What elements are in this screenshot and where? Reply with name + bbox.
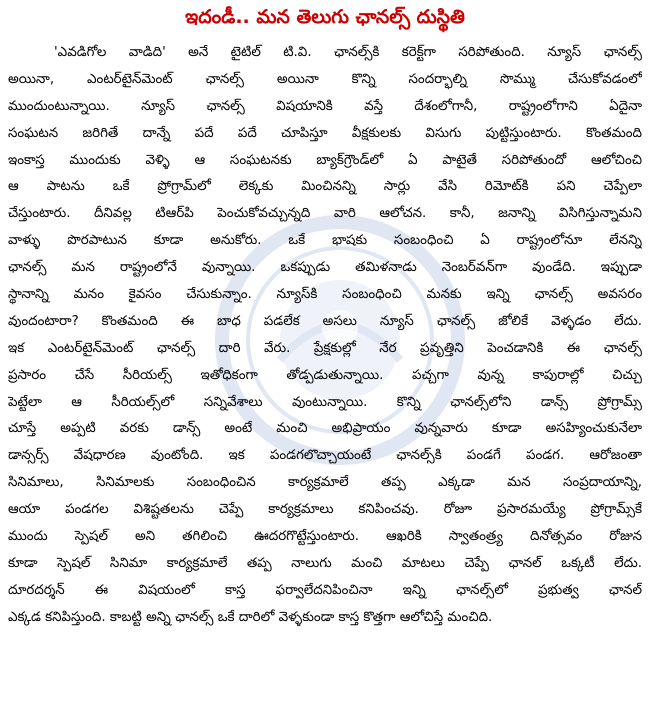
body-line: చేస్తుంటారు. దీనివల్ల టిఆర్‌పి పెంచుకోవచ్చున్నది వారి ఆలోచన. కానీ, జనాన్ని విసిగిస్తున్నామని [8, 206, 642, 222]
body-line: ప్రసారం చేసే సీరియల్స్ ఇతోధికంగా తోడ్పడుతున్నాయి. పచ్చగా వున్న కాపురాల్లో చిచ్చు [8, 367, 642, 383]
body-line: సంఘటన జరిగితే దాన్నే పదే పదే చూపిస్తూ వీక్షకులకు విసుగు పుట్టిస్తుంటారు. కొంతమంది [8, 125, 642, 141]
body-line: ఎక్కడ కనిపిస్తుంది. కాబట్టి అన్ని ఛానల్స్ ఒకే దారిలో వెళ్ళకుండా కాస్త కొత్తగా ఆలోచిస్తే మంచిది. [8, 609, 493, 625]
body-line: ఆయా పండగల విశిష్టతలను చెప్పే కార్యక్రమాలు కనిపించవు. రోజూ ప్రసారమయ్యే ప్రోగ్రామ్స్‌కే [8, 502, 642, 518]
body-line: దూరదర్శన్ ఈ విషయంలో కాస్త ఫర్వాలేదనిపించినా ఇన్ని ఛానల్స్‌లో ప్రభుత్వ ఛానల్ [8, 582, 642, 598]
body-line: ఇంకాస్త ముందుకు వెళ్ళి ఆ సంఘటనకు బ్యాక్‌గ్రౌండ్‌లో ఏ పాటైతే సరిపోతుందో ఆలోచించి [8, 152, 642, 168]
body-line: చూస్తే అప్పటి వరకు డాన్స్ అంటే మంచి అభిప్రాయం వున్నవారు కూడా అసహ్యించుకునేలా [8, 421, 642, 437]
body-line: ఆ పాటను ఒకే ప్రోగ్రామ్‌లో లెక్కకు మించినన్ని సార్లు వేసి రిమోట్‌కి పని చెప్పేలా [8, 179, 642, 195]
body-line: పెట్టేలా ఆ సీరియల్స్‌లో సన్నివేశాలు వుంటున్నాయి. కొన్ని ఛానల్స్‌లోని డాన్స్ ప్రోగ్రామ్స్ [8, 394, 642, 410]
body-line: ముందుంటున్నాయి. న్యూస్ ఛానల్స్ విషయానికి వస్తే దేశంలోగానీ, రాష్ట్రంలోగాని ఏదైనా [8, 98, 642, 114]
body-line: 'ఎవడిగోల వాడిది' అనే టైటిల్ టి.వి. ఛానల్స్‌కి కరెక్ట్‌గా సరిపోతుంది. న్యూస్ ఛానల్స్ [54, 45, 642, 60]
body-line: వుందంటారా? కొంతమంది ఈ బాధ పడలేక అసలు న్యూస్ ఛానల్స్ జోలికే వెళ్ళడం లేదు. [8, 313, 642, 329]
body-line: ఛానల్స్ మన రాష్ట్రంలోనే వున్నాయి. ఒకప్పుడు తమిళనాడు నెంబర్‌వన్‌గా వుండేది. ఇప్పుడా [8, 260, 642, 276]
body-line: వాళ్ళు పొరపాటున కూడా అనుకోరు. ఒకే భాషకు సంబంధించి ఏ రాష్ట్రంలోనూ లేనన్ని [8, 233, 642, 249]
body-line: అయినా, ఎంటర్‌టైన్‌మెంట్ ఛానల్స్ అయినా కొన్ని సందర్భాల్ని సొమ్ము చేసుకోవడంలో [8, 71, 642, 87]
body-line: డాన్సర్స్ వేషధారణ వుంటోంది. ఇక పండగలొచ్చాయంటే ఛానల్స్‌కి పండగే పండగ. ఆరోజంతా [8, 448, 642, 464]
body-line: సినిమాలు, సినిమాలకు సంబంధించిన కార్యక్రమాలే తప్ప ఎక్కడా మన సంప్రదాయాన్ని, [8, 475, 642, 491]
body-line: కూడా స్పెషల్ సినిమా కార్యక్రమాలే తప్ప నాలుగు మంచి మాటలు చెప్పే ఛానల్ ఒక్కటీ లేదు. [8, 555, 642, 571]
article-title: ఇదండీ.. మన తెలుగు ఛానల్స్ దుస్థితి [185, 6, 465, 28]
body-line: స్థానాన్ని మనం కైవసం చేసుకున్నాం. న్యూస్‌కి సంబంధించి మనకు ఇన్ని ఛానల్స్ అవసరం [8, 287, 642, 303]
body-line: ముందు స్పెషల్ అని తగిలించి ఊదరగొట్టేస్తుంటారు. ఆఖరికి స్వాతంత్ర్య దినోత్సవం రోజున [8, 529, 642, 545]
body-line: ఇక ఎంటర్‌టైన్‌మెంట్ ఛానల్స్ దారి వేరు. ప్రేక్షకుల్లో నేర ప్రవృత్తిని పెంచడానికి ఈ ఛానల్స్ [8, 340, 642, 356]
article-body [8, 40, 642, 632]
